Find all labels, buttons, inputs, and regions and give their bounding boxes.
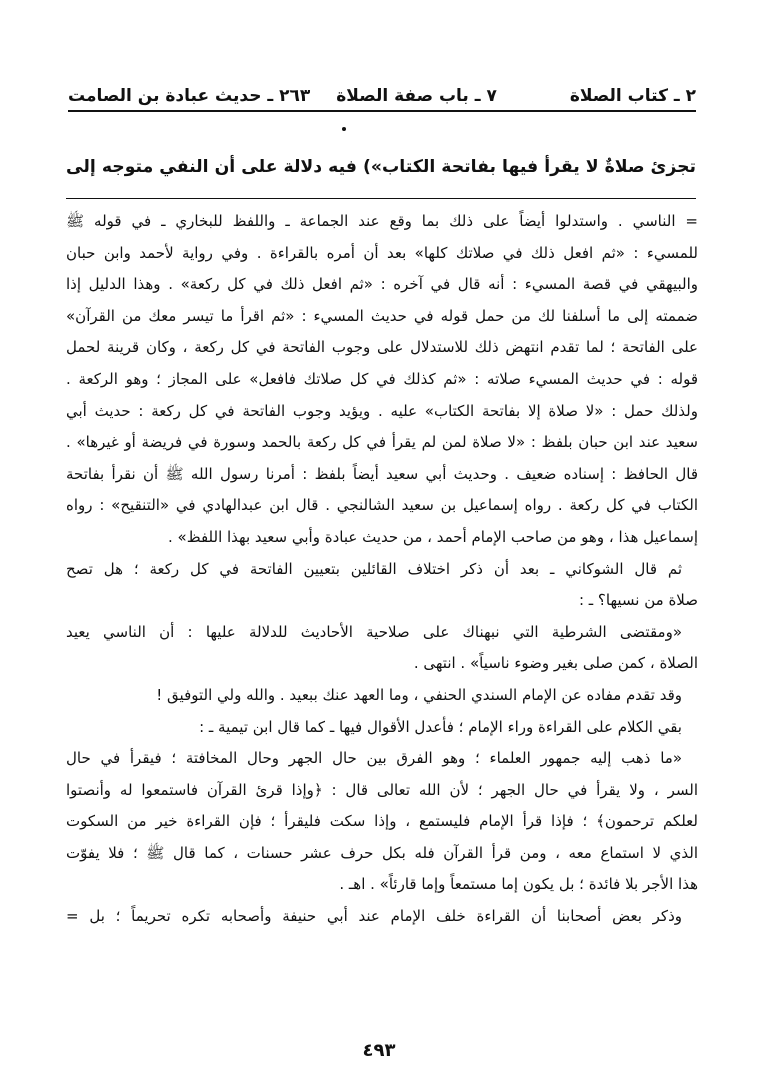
note-line: والبيهقي في قصة المسيء : أنه قال في آخره : «ثم افعل ذلك في كل ركعة» . وهذا الدليل إذا: [66, 275, 698, 294]
note-line: ضممته إلى ما أسلفنا لك من حمل قوله في حديث المسيء : «ثم اقرأ ما تيسر معك من القرآن»: [66, 306, 698, 325]
note-line: ثم قال الشوكاني ـ بعد أن ذكر اختلاف القائلين بتعيين الفاتحة في كل ركعة ؛ هل تصح: [66, 559, 682, 578]
note-line: قال الحافظ : إسناده ضعيف . وحديث أبي سعيد أيضاً بلفظ : أمرنا رسول الله ﷺ أن نقرأ بفاتحة: [66, 464, 698, 483]
note-line: «ما ذهب إليه جمهور العلماء ؛ وهو الفرق بين حال الجهر وحال المخافتة ؛ فيقرأ في حال: [66, 749, 682, 768]
note-line: الصلاة ، كمن صلى بغير وضوء ناسياً» . انتهى .: [413, 654, 698, 673]
note-line: للمسيء : «ثم افعل ذلك في صلاتك كلها» بعد أن أمره بالقراءة . وفي رواية لأحمد وابن حبان: [66, 243, 698, 262]
note-line: هذا الأجر بلا فائدة ؛ بل يكون إما مستمعاً وإما قارئاً» . اهـ .: [339, 875, 698, 894]
note-line: بقي الكلام على القراءة وراء الإمام ؛ فأعدل الأقوال فيها ـ كما قال ابن تيمية ـ :: [199, 717, 682, 736]
header-section-group: [68, 86, 497, 106]
note-line: لعلكم ترحمون﴾ ؛ فإذا قرأ الإمام فليستمع ، وإذا سكت فليقرأ ؛ فإن القراءة خير من السكوت: [66, 812, 698, 831]
note-line: سعيد عند ابن حبان بلفظ : «لا صلاة لمن لم يقرأ في كل ركعة بالحمد وسورة في فريضة أو غيرها» .: [66, 433, 698, 452]
note-line: صلاة من نسيها؟ ـ :: [578, 591, 698, 610]
note-line: قوله : في حديث المسيء صلاته : «ثم كذلك في كل صلاتك فافعل» على المجاز ؛ وهو الركعة .: [66, 369, 698, 388]
note-line: وقد تقدم مفاده عن الإمام السندي الحنفي ، وما العهد عنك ببعيد . والله ولي التوفيق !: [156, 685, 682, 704]
header-section: ٧ ـ باب صفة الصلاة: [336, 86, 497, 106]
note-line: = الناسي . واستدلوا أيضاً على ذلك بما وقع عند الجماعة ـ واللفظ للبخاري ـ في قوله ﷺ: [66, 212, 698, 230]
note-line: «ومقتضى الشرطية التي نبهناك على صلاحية الأحاديث للدلالة عليها : أن الناسي يعيد: [66, 622, 682, 641]
note-line: وذكر بعض أصحابنا أن القراءة خلف الإمام عند أبي حنيفة وأصحابه تكره تحريماً ؛ بل =: [66, 907, 682, 926]
footnotes: [66, 206, 698, 933]
note-line: الكتاب في كل ركعة . رواه إسماعيل بن سعيد الشالنجي . قال ابن عبدالهادي في «التنقيح» : رواه: [66, 496, 698, 515]
header-hadith: ٢٦٣ ـ حديث عبادة بن الصامت: [68, 86, 311, 106]
note-line: على الفاتحة ؛ لما تقدم انتهض ذلك للاستدلال على وجوب الفاتحة في كل ركعة ، وكان قرينة لحمل: [66, 338, 698, 357]
header-chapter: ٢ ـ كتاب الصلاة: [569, 86, 696, 106]
running-header: [68, 70, 696, 112]
note-line: السر ، ولا يقرأ في حال الجهر ؛ لأن الله تعالى قال : ﴿وإذا قرئ القرآن فاستمعوا له وأنصتوا: [66, 780, 698, 799]
note-line: إسماعيل هذا ، وهو من صاحب الإمام أحمد ، من حديث عبادة وأبي سعيد بهذا اللفظ» .: [168, 527, 698, 546]
footnote-separator: [66, 198, 696, 199]
page-number: ٤٩٣: [362, 1040, 396, 1061]
ornament-dot: [342, 127, 346, 131]
note-line: ولذلك حمل : «لا صلاة إلا بفاتحة الكتاب» عليه . ويؤيد وجوب الفاتحة في كل ركعة : حديث أبي: [66, 401, 698, 420]
note-line: الذي لا استماع معه ، ومن قرأ القرآن فله بكل حرف عشر حسنات ، كما قال ﷺ ؛ فلا يفوّت: [66, 843, 698, 862]
main-text-line: تجزئ صلاةٌ لا يقرأ فيها بفاتحة الكتاب») فيه دلالة على أن النفي متوجه إلى: [65, 157, 696, 177]
